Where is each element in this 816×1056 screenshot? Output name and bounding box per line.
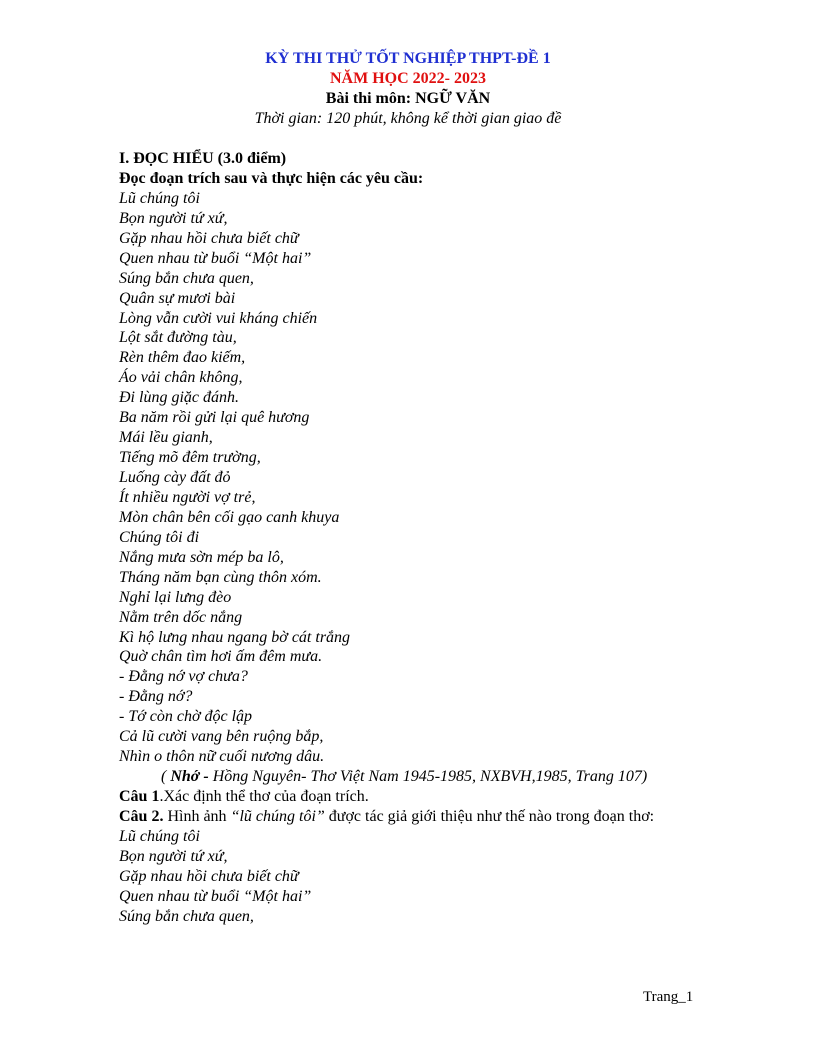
poem-line: - Tớ còn chờ độc lập (119, 708, 253, 726)
poem-line: Tháng năm bạn cùng thôn xóm. (119, 568, 322, 586)
poem-line: Áo vải chân không, (119, 369, 243, 387)
page-number: Trang_1 (643, 989, 694, 1005)
poem-line: Quờ chân tìm hơi ấm đêm mưa. (119, 648, 323, 666)
section-instruction: Đọc đoạn trích sau và thực hiện các yêu cầu: (119, 169, 424, 187)
poem-line: Súng bắn chưa quen, (119, 907, 254, 925)
poem-line: Lòng vẫn cười vui kháng chiến (119, 309, 318, 327)
exam-title: KỲ THI THỬ TỐT NGHIỆP THPT-ĐỀ 1 (265, 50, 551, 67)
poem-line: Kì hộ lưng nhau ngang bờ cát trắng (119, 628, 351, 646)
poem-line: Chúng tôi đi (119, 528, 200, 546)
poem-line: Cả lũ cười vang bên ruộng bắp, (119, 728, 324, 746)
school-year: NĂM HỌC 2022- 2023 (330, 70, 486, 87)
subject-line: Bài thi môn: NGỮ VĂN (325, 90, 491, 107)
poem-line: - Đằng nớ vợ chưa? (119, 668, 248, 686)
poem-line: Ít nhiều người vợ trẻ, (119, 488, 256, 506)
poem-line: Đi lùng giặc đánh. (119, 389, 239, 407)
poem-line: Bọn người tứ xứ, (119, 209, 228, 227)
question-2-quote: “lũ chúng tôi” (230, 807, 325, 825)
poem-line: Súng bắn chưa quen, (119, 269, 254, 287)
question-2-text-before: Hình ảnh (163, 807, 231, 825)
question-1-text: .Xác định thể thơ của đoạn trích. (159, 788, 369, 805)
poem-excerpt (119, 189, 709, 767)
section-heading: I. ĐỌC HIỂU (3.0 điểm) (119, 150, 287, 167)
exam-body (119, 149, 709, 927)
poem-line: Gặp nhau hồi chưa biết chữ (119, 229, 299, 247)
question-1 (119, 787, 709, 807)
poem-line: Nằm trên dốc nắng (119, 608, 243, 626)
question-2 (119, 807, 709, 827)
poem-line: Lũ chúng tôi (119, 827, 200, 845)
question-2-excerpt (119, 827, 709, 927)
poem-line: Quân sự mươi bài (119, 289, 236, 307)
poem-line: Bọn người tứ xứ, (119, 847, 228, 865)
poem-line: Tiếng mõ đêm trường, (119, 449, 261, 467)
poem-line: Rèn thêm đao kiếm, (119, 349, 246, 367)
poem-line: Quen nhau từ buổi “Một hai” (119, 887, 312, 905)
source-open: ( (161, 768, 171, 786)
time-note: Thời gian: 120 phút, không kể thời gian giao đề (254, 110, 562, 127)
poem-line: Nắng mưa sờn mép ba lô, (119, 548, 284, 566)
question-1-label: Câu 1 (119, 788, 160, 805)
poem-line: Mái lều gianh, (119, 429, 213, 447)
poem-line: Gặp nhau hồi chưa biết chữ (119, 867, 299, 885)
question-2-text-after: được tác giả giới thiệu như thế nào trong đoạn thơ: (324, 807, 655, 825)
poem-line: - Đằng nớ? (119, 688, 193, 706)
poem-line: Quen nhau từ buổi “Một hai” (119, 249, 312, 267)
exam-header (0, 49, 816, 129)
source-rest: Hồng Nguyên- Thơ Việt Nam 1945-1985, NXBVH,1985, Trang 107) (208, 768, 648, 786)
source-title: Nhớ - (170, 768, 209, 786)
poem-line: Nghỉ lại lưng đèo (119, 588, 232, 606)
poem-line: Lũ chúng tôi (119, 189, 200, 207)
question-2-label: Câu 2. (119, 807, 164, 825)
poem-source (119, 767, 709, 787)
poem-line: Luống cày đất đỏ (119, 469, 231, 486)
poem-line: Mòn chân bên cối gạo canh khuya (119, 508, 340, 526)
poem-line: Nhìn o thôn nữ cuối nương dâu. (119, 748, 325, 766)
poem-line: Ba năm rồi gửi lại quê hương (119, 409, 310, 427)
poem-line: Lột sắt đường tàu, (119, 329, 237, 347)
